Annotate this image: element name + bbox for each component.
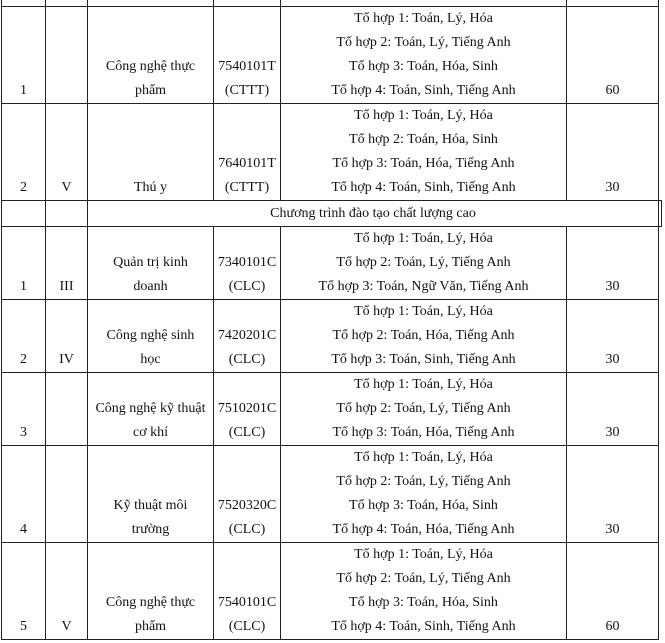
subject-combo-line: Tổ hợp 1: Toán, Lý, Hóa [354,547,493,562]
stt-cell: 5 [2,543,46,640]
block-cell: V [46,104,88,201]
subject-combo-line: Tổ hợp 2: Toán, Lý, Tiếng Anh [336,255,511,270]
table-row [2,373,662,446]
quota-cell: 30 [567,373,659,446]
program-code-line: 7540101C [217,595,277,610]
stt-cell: 2 [2,104,46,201]
subject-combo-line: Tổ hợp 1: Toán, Lý, Hóa [354,450,493,465]
subject-combo-line: Tổ hợp 1: Toán, Lý, Hóa [354,11,493,26]
subject-combo-line: Tổ hợp 3: Toán, Ngữ Văn, Tiếng Anh [318,279,529,294]
program-code-line: 7340101C [217,255,277,270]
program-name-line: Quản trị kinh [113,255,188,270]
program-code-line: 7640101T [218,156,276,171]
subject-combo-line: Tổ hợp 4: Toán, Sinh, Tiếng Anh [331,83,516,98]
program-name-cell [88,543,214,640]
subject-combo-cell [281,7,567,104]
program-code-line: 7540101T [218,59,276,74]
program-code-cell [214,227,281,300]
program-code-line: (CTTT) [224,180,270,195]
quota-cell: 60 [567,543,659,640]
subject-combo-line: Tổ hợp 3: Toán, Hóa, Sinh [349,59,498,74]
subject-combo-line: Tổ hợp 1: Toán, Lý, Hóa [354,108,493,123]
program-code-cell [214,7,281,104]
subject-combo-cell [281,446,567,543]
stt-cell: 1 [2,7,46,104]
program-name-line: cơ khí [132,425,168,440]
program-code-line: (CLC) [228,279,266,294]
section-row [2,201,662,227]
subject-combo-line: Tổ hợp 2: Toán, Hóa, Sinh [349,132,498,147]
subject-combo-cell [281,104,567,201]
subject-combo-line: Tổ hợp 4: Toán, Sinh, Tiếng Anh [331,180,516,195]
block-cell: V [46,543,88,640]
program-name-line: Công nghệ thực [105,595,196,610]
program-name-line: Công nghệ sinh [106,328,195,343]
subject-combo-line: Tổ hợp 1: Toán, Lý, Hóa [354,377,493,392]
quota-cell: 30 [567,446,659,543]
stt-cell: 4 [2,446,46,543]
program-name-cell [88,373,214,446]
quota-cell: 60 [567,7,659,104]
subject-combo-line: Tổ hợp 2: Toán, Lý, Tiếng Anh [336,401,511,416]
subject-combo-line: Tổ hợp 3: Toán, Sinh, Tiếng Anh [331,352,516,367]
table-row [2,227,662,300]
subject-combo-line: Tổ hợp 1: Toán, Lý, Hóa [354,231,493,246]
program-name-line: doanh [133,279,168,294]
program-name-line: Công nghệ thực [105,59,196,74]
admission-table [1,0,662,640]
program-code-line: 7420201C [217,328,277,343]
subject-combo-cell [281,543,567,640]
program-name-line: học [140,352,161,367]
table-row [2,446,662,543]
section-blank-cell [2,201,46,227]
program-name-cell [88,7,214,104]
program-code-cell [214,300,281,373]
program-code-cell [214,543,281,640]
subject-combo-line: Tổ hợp 2: Toán, Lý, Tiếng Anh [336,474,511,489]
block-cell [46,446,88,543]
program-name-line: phẩm [134,83,167,98]
table-row [2,543,662,640]
program-code-cell [214,104,281,201]
subject-combo-line: Tổ hợp 3: Toán, Hóa, Sinh [349,595,498,610]
subject-combo-line: Tổ hợp 1: Toán, Lý, Hóa [354,304,493,319]
table-row [2,104,662,201]
program-code-line: (CLC) [228,425,266,440]
subject-combo-line: Tổ hợp 2: Toán, Lý, Tiếng Anh [336,571,511,586]
program-code-line: (CLC) [228,619,266,634]
program-code-line: 7510201C [217,401,277,416]
stt-cell: 1 [2,227,46,300]
quota-cell: 30 [567,227,659,300]
table-row [2,300,662,373]
subject-combo-line: Tổ hợp 3: Toán, Hóa, Tiếng Anh [332,425,515,440]
program-name-line: Thú y [133,180,168,195]
table-row [2,7,662,104]
subject-combo-line: Tổ hợp 2: Toán, Lý, Tiếng Anh [336,35,511,50]
block-cell: IV [46,300,88,373]
section-blank-cell [46,201,88,227]
program-code-line: (CLC) [228,352,266,367]
block-cell: III [46,227,88,300]
subject-combo-line: Tổ hợp 3: Toán, Hóa, Sinh [349,498,498,513]
program-name-line: trường [131,522,170,537]
program-code-cell [214,446,281,543]
program-code-line: (CLC) [228,522,266,537]
quota-cell: 30 [567,104,659,201]
subject-combo-line: Tổ hợp 4: Toán, Sinh, Tiếng Anh [331,619,516,634]
program-name-cell [88,104,214,201]
stt-cell: 2 [2,300,46,373]
program-code-line: (CTTT) [224,83,270,98]
program-code-cell [214,373,281,446]
subject-combo-cell [281,373,567,446]
block-cell [46,7,88,104]
admission-table-body [2,0,662,640]
subject-combo-line: Tổ hợp 2: Toán, Hóa, Tiếng Anh [332,328,515,343]
subject-combo-line: Tổ hợp 4: Toán, Hóa, Tiếng Anh [332,522,515,537]
section-title: Chương trình đào tạo chất lượng cao [88,201,659,227]
program-name-line: phẩm [134,619,167,634]
subject-combo-cell [281,300,567,373]
program-name-line: Kỹ thuật môi [113,498,188,513]
program-name-cell [88,227,214,300]
stt-cell: 3 [2,373,46,446]
program-name-cell [88,300,214,373]
program-code-line: 7520320C [217,498,277,513]
program-name-cell [88,446,214,543]
subject-combo-line: Tổ hợp 3: Toán, Hóa, Tiếng Anh [332,156,515,171]
block-cell [46,373,88,446]
program-name-line: Công nghệ kỹ thuật [95,401,206,416]
subject-combo-cell [281,227,567,300]
section-blank-cell [659,201,662,227]
quota-cell: 30 [567,300,659,373]
